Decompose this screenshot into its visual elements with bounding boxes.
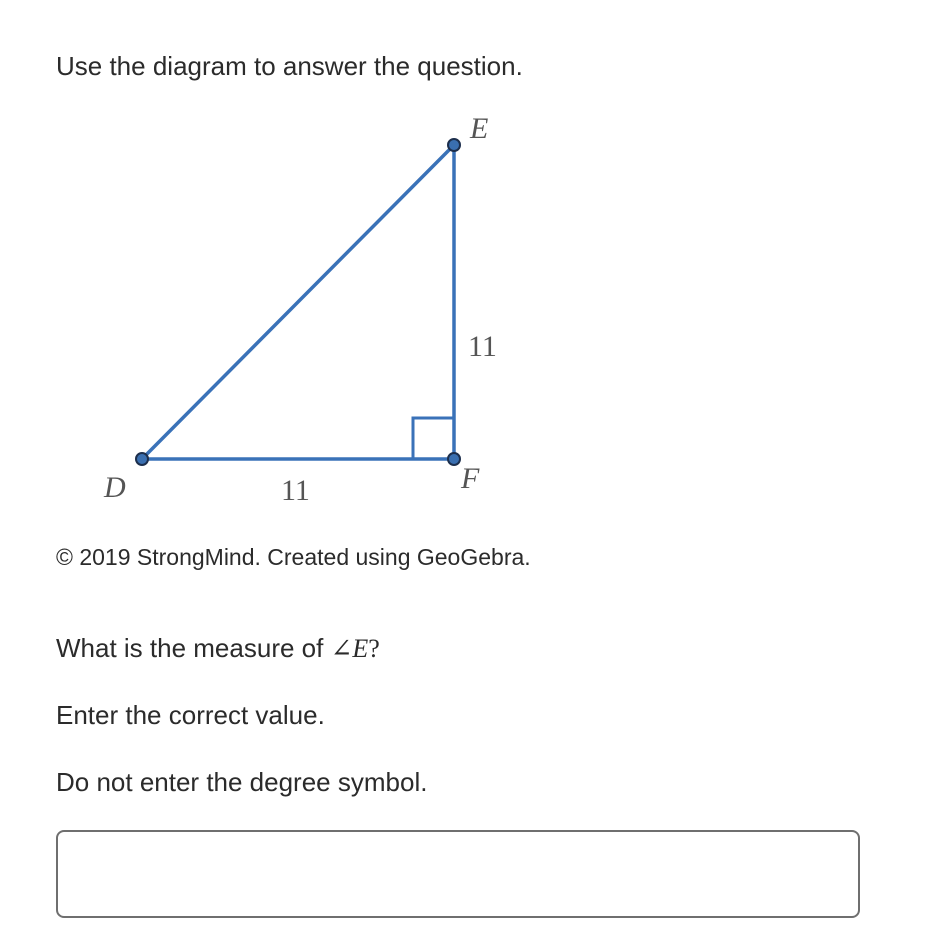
enter-instruction: Enter the correct value.	[56, 700, 325, 730]
question-mark: ?	[368, 634, 380, 663]
vertex-label-e: E	[470, 112, 489, 145]
vertex-label-d: D	[104, 471, 126, 504]
vertex-point-f	[448, 453, 460, 465]
vertex-label-f: F	[461, 462, 480, 495]
side-label-df: 11	[281, 474, 310, 507]
side-de	[142, 145, 454, 459]
angle-symbol: ∠	[330, 634, 353, 663]
question-text	[56, 630, 380, 667]
right-angle-marker	[413, 418, 454, 459]
angle-expression	[331, 634, 380, 663]
vertex-point-d	[136, 453, 148, 465]
side-label-ef: 11	[468, 330, 497, 363]
angle-variable: E	[352, 634, 369, 663]
copyright-credit: © 2019 StrongMind. Created using GeoGebra.	[56, 544, 531, 570]
triangle-diagram	[90, 100, 530, 520]
instruction-text: Use the diagram to answer the question.	[56, 51, 523, 81]
answer-input[interactable]	[56, 830, 860, 918]
degree-instruction: Do not enter the degree symbol.	[56, 767, 428, 797]
question-prefix: What is the measure of	[56, 633, 331, 663]
vertex-point-e	[448, 139, 460, 151]
